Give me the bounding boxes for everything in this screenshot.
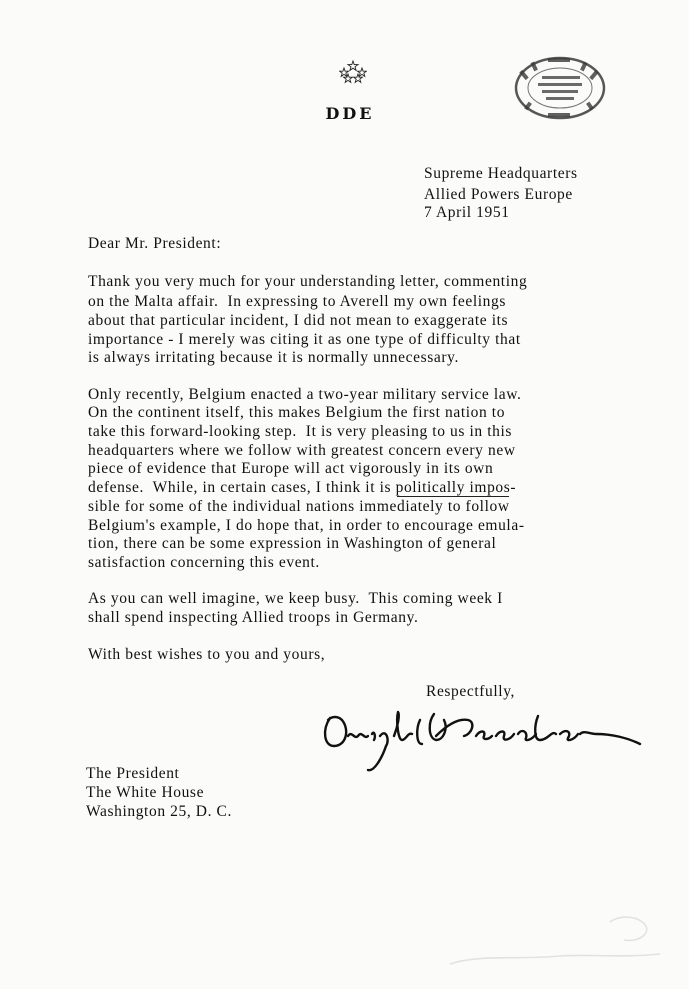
bleed-through-marks (440, 910, 670, 980)
body-paragraph-2-line: sible for some of the individual nations immediately to follow (88, 498, 510, 515)
body-paragraph-4: With best wishes to you and yours, (88, 646, 326, 663)
five-star-emblem-icon (339, 60, 367, 84)
handwritten-signature (316, 700, 646, 776)
body-paragraph-1-line: importance - I merely was citing it as one type of difficulty that (88, 331, 521, 348)
body-paragraph-3-line: shall spend inspecting Allied troops in Germany. (88, 609, 419, 626)
body-paragraph-2-line: Belgium's example, I do hope that, in order to encourage emula- (88, 517, 525, 534)
recipient-line-1: The President (86, 765, 180, 782)
salutation: Dear Mr. President: (88, 235, 222, 252)
body-paragraph-2-line: On the continent itself, this makes Belgium the first nation to (88, 404, 506, 421)
recipient-line-3: Washington 25, D. C. (86, 803, 232, 820)
closing: Respectfully, (426, 683, 516, 700)
body-paragraph-2-line: satisfaction concerning this event. (88, 554, 320, 571)
body-paragraph-2-line: Only recently, Belgium enacted a two-year military service law. (88, 386, 522, 403)
body-paragraph-1-line: about that particular incident, I did not mean to exaggerate its (88, 312, 509, 329)
body-paragraph-1-line: Thank you very much for your understanding letter, commenting (88, 273, 528, 290)
archival-seal-stamp (512, 56, 608, 120)
body-paragraph-2-line: tion, there can be some expression in Washington of general (88, 535, 497, 552)
recipient-line-2: The White House (86, 784, 205, 801)
sender-address-line-1: Supreme Headquarters (424, 165, 578, 182)
letter-date: 7 April 1951 (424, 204, 510, 221)
letterhead-monogram: DDE (325, 104, 375, 123)
underline-mark (397, 496, 509, 497)
body-paragraph-2-line: headquarters where we follow with greatest concern every new (88, 442, 516, 459)
body-paragraph-1-line: is always irritating because it is normally unnecessary. (88, 349, 459, 366)
sender-address-line-2: Allied Powers Europe (424, 186, 573, 203)
body-paragraph-2-line: take this forward-looking step. It is very pleasing to us in this (88, 423, 513, 440)
body-paragraph-1-line: on the Malta affair. In expressing to Averell my own feelings (88, 293, 507, 310)
body-paragraph-2-line: defense. While, in certain cases, I think it is politically impos- (88, 479, 517, 496)
body-paragraph-2-line: piece of evidence that Europe will act vigorously in its own (88, 460, 494, 477)
body-paragraph-3-line: As you can well imagine, we keep busy. This coming week I (88, 590, 503, 607)
